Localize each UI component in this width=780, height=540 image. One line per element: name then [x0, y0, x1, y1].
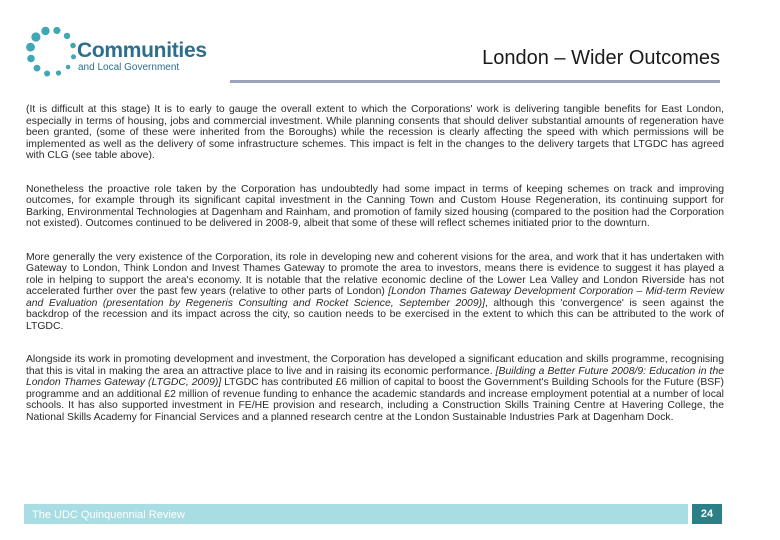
- logo-text: [77, 40, 207, 74]
- logo-dot: [27, 55, 35, 63]
- logo-dot: [44, 71, 50, 77]
- logo-dot: [31, 32, 40, 41]
- paragraph-3-text-after: , although this 'convergence' is seen against the backdrop of the recession and its impact across the city, so caution needs to be exercised in the extent to which this can be attributed to the work of LTGDC.: [26, 297, 724, 332]
- title-divider: [230, 80, 720, 83]
- body-content: [26, 104, 724, 445]
- logo-dot: [56, 70, 61, 75]
- logo-name: Communities: [77, 39, 207, 62]
- logo-subtitle: and Local Government: [78, 62, 180, 73]
- logo-dot: [53, 27, 60, 34]
- logo-dot: [34, 65, 41, 72]
- logo-dot: [64, 33, 70, 39]
- paragraph-3-text-before: More generally the very existence of the Corporation, its role in developing new and coherent visions for the area, and work that it has undertaken with Gateway to London, Think London and Invest Thames Gateway to promote the area to investors, means there is evidence to suggest it has played a role in helping to support the area's economy. It is notable that the relative economic decline of the Lower Lea Valley and London Riverside has not accelerated further over the past few years (relative to other parts of London): [26, 251, 724, 297]
- paragraph-3-citation: [London Thames Gateway Development Corporation – Mid-term Review and Evaluation (presentation by Regeneris Consulting and Rocket Science, September 2009)]: [26, 286, 725, 309]
- paragraph-2: [26, 184, 724, 230]
- paragraph-1-text: (It is difficult at this stage) It is to early to gauge the overall extent to which the Corporations' work is delivering tangible benefits for East London, especially in terms of housing, jobs and commercial investment. While planning consents that should deliver substantial amounts of regeneration have been granted, (some of these were inherited from the Boroughs) while the recession is clearly affecting the speed with which permissions will be implemented as well as the delivery of some infrastructure schemes. This impact is felt in the changes to the delivery targets that LTGDC has agreed with CLG (see table above).: [26, 104, 724, 161]
- footer-bar: [24, 504, 688, 524]
- paragraph-4-text-after: LTGDC has contributed £6 million of capital to boost the Government's Building Schools for the Future (BSF) programme and an additional £2 million of revenue funding to enhance the academic standards and increase employment potential at a number of local schools. It has also supported investment in FE/HE provision and research, including a Construction Skills Training Centre at Havering College, the National Skills Academy for Financial Services and a planned research centre at the London Sustainable Industries Park at Dagenham Dock.: [26, 377, 725, 423]
- footer-label: The UDC Quinquennial Review: [32, 509, 185, 521]
- paragraph-2-text: Nonetheless the proactive role taken by the Corporation has undoubtedly had some impact in terms of keeping schemes on track and improving outcomes, for example through its significant capital investment in the Canning Town and Custom House Regeneration, its continuing support for Barking, Environmental Technologies at Dagenham and Rainham, and promotion of family sized housing (compared to the position had the Corporation not existed). Outcomes continued to be delivered in 2008-9, albeit that some of these will reflect schemes initiated prior to the downturn.: [26, 183, 724, 229]
- logo-dot: [70, 43, 76, 49]
- logo: [22, 22, 212, 86]
- paragraph-4-citation: [Building a Better Future 2008/9: Education in the London Thames Gateway (LTGDC, 2009)]: [26, 365, 725, 388]
- paragraph-3: [26, 252, 724, 333]
- logo-dot: [71, 54, 76, 59]
- page-number: 24: [692, 504, 722, 524]
- paragraph-1: [26, 104, 724, 162]
- logo-dot: [41, 27, 49, 35]
- page-title: London – Wider Outcomes: [482, 47, 720, 69]
- paragraph-4-text-before: Alongside its work in promoting development and investment, the Corporation has developed a significant education and skills programme, recognising that this is vital in making the area an attractive place to live and in raising its economic performance.: [26, 354, 724, 377]
- logo-dot: [26, 43, 35, 52]
- logo-dot: [66, 65, 71, 70]
- logo-dots-icon: [22, 22, 82, 86]
- paragraph-4: [26, 354, 724, 423]
